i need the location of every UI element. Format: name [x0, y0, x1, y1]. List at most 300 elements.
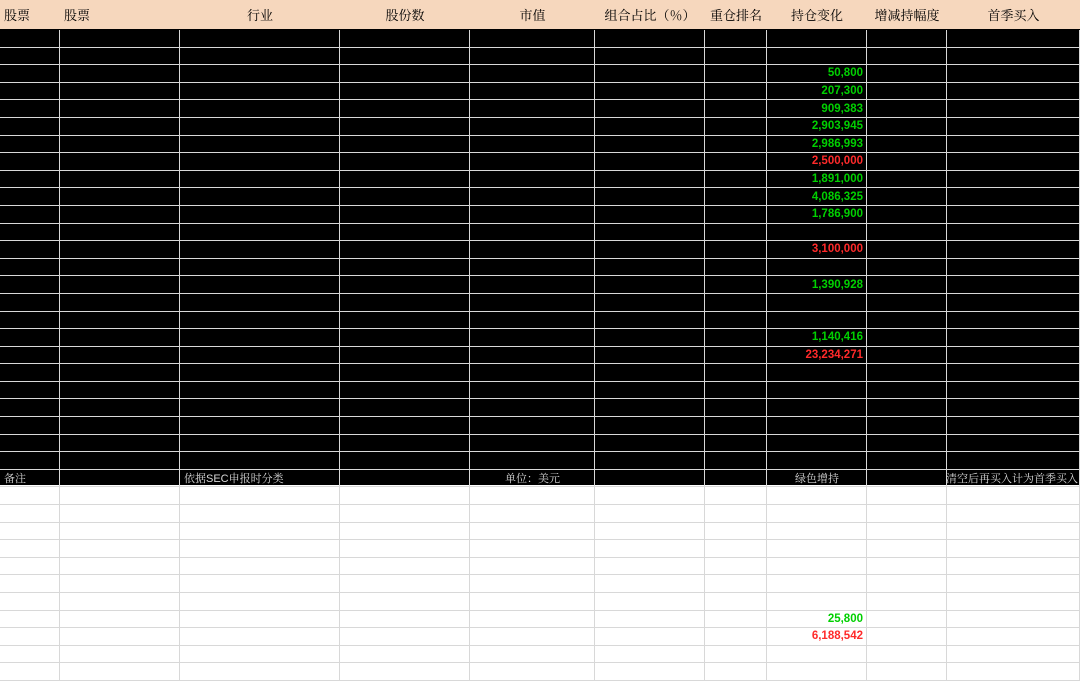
table-cell[interactable] — [867, 259, 947, 276]
table-cell[interactable] — [0, 435, 60, 452]
table-cell[interactable] — [60, 171, 180, 188]
table-cell[interactable] — [705, 118, 767, 135]
table-cell[interactable] — [60, 188, 180, 205]
table-cell[interactable] — [0, 259, 60, 276]
table-cell[interactable] — [60, 136, 180, 153]
position-change-cell[interactable]: 2,903,945 — [767, 118, 867, 135]
table-row[interactable] — [0, 312, 1080, 330]
table-cell[interactable] — [595, 259, 705, 276]
table-cell[interactable] — [0, 171, 60, 188]
table-cell[interactable] — [340, 417, 470, 434]
table-cell[interactable] — [60, 611, 180, 628]
table-cell[interactable] — [595, 435, 705, 452]
table-cell[interactable] — [60, 399, 180, 416]
table-cell[interactable] — [947, 65, 1080, 82]
table-cell[interactable] — [947, 294, 1080, 311]
column-header-portfolio-weight[interactable] — [595, 0, 705, 29]
table-cell[interactable] — [340, 259, 470, 276]
table-cell[interactable] — [180, 487, 340, 504]
table-row[interactable] — [0, 523, 1080, 541]
table-cell[interactable] — [867, 470, 947, 487]
table-cell[interactable] — [0, 646, 60, 663]
table-cell[interactable] — [867, 294, 947, 311]
table-cell[interactable] — [0, 347, 60, 364]
table-row[interactable] — [0, 100, 1080, 118]
table-cell[interactable] — [340, 100, 470, 117]
table-cell[interactable] — [180, 417, 340, 434]
table-cell[interactable] — [867, 364, 947, 381]
table-cell[interactable] — [767, 470, 867, 487]
table-cell[interactable] — [867, 399, 947, 416]
table-cell[interactable] — [340, 399, 470, 416]
table-cell[interactable] — [340, 628, 470, 645]
table-cell[interactable] — [947, 171, 1080, 188]
table-cell[interactable] — [767, 452, 867, 469]
table-cell[interactable] — [595, 312, 705, 329]
table-cell[interactable] — [340, 347, 470, 364]
table-cell[interactable] — [180, 364, 340, 381]
table-cell[interactable] — [705, 83, 767, 100]
position-change-cell[interactable]: 1,891,000 — [767, 171, 867, 188]
table-cell[interactable] — [595, 30, 705, 47]
table-cell[interactable] — [0, 558, 60, 575]
table-cell[interactable] — [947, 382, 1080, 399]
table-cell[interactable] — [595, 188, 705, 205]
table-cell[interactable] — [705, 505, 767, 522]
table-cell[interactable] — [705, 452, 767, 469]
table-cell[interactable] — [60, 487, 180, 504]
table-cell[interactable] — [767, 575, 867, 592]
table-cell[interactable] — [947, 646, 1080, 663]
table-cell[interactable] — [867, 540, 947, 557]
table-cell[interactable] — [947, 259, 1080, 276]
table-cell[interactable] — [470, 118, 595, 135]
table-row[interactable] — [0, 540, 1080, 558]
table-cell[interactable] — [705, 224, 767, 241]
position-change-cell[interactable]: 4,086,325 — [767, 188, 867, 205]
table-cell[interactable] — [340, 452, 470, 469]
table-cell[interactable] — [340, 206, 470, 223]
table-cell[interactable] — [470, 259, 595, 276]
table-cell[interactable] — [595, 206, 705, 223]
table-cell[interactable] — [470, 628, 595, 645]
table-cell[interactable] — [947, 100, 1080, 117]
table-cell[interactable] — [60, 575, 180, 592]
table-cell[interactable] — [0, 382, 60, 399]
table-cell[interactable] — [595, 118, 705, 135]
table-cell[interactable] — [180, 30, 340, 47]
table-cell[interactable] — [595, 505, 705, 522]
table-cell[interactable] — [340, 48, 470, 65]
table-cell[interactable] — [947, 188, 1080, 205]
table-cell[interactable] — [767, 663, 867, 680]
table-row[interactable] — [0, 628, 1080, 646]
position-change-cell[interactable]: 25,800 — [767, 611, 867, 628]
table-cell[interactable] — [470, 611, 595, 628]
column-header-holding-rank[interactable] — [705, 0, 767, 29]
table-cell[interactable] — [767, 259, 867, 276]
table-cell[interactable] — [470, 347, 595, 364]
table-cell[interactable] — [767, 417, 867, 434]
column-header-market-value[interactable] — [470, 0, 595, 29]
table-cell[interactable] — [340, 663, 470, 680]
table-cell[interactable] — [340, 136, 470, 153]
table-cell[interactable] — [867, 312, 947, 329]
table-cell[interactable] — [470, 30, 595, 47]
table-cell[interactable] — [60, 294, 180, 311]
position-change-cell[interactable]: 6,188,542 — [767, 628, 867, 645]
table-cell[interactable] — [60, 329, 180, 346]
table-cell[interactable] — [867, 452, 947, 469]
table-cell[interactable] — [595, 100, 705, 117]
table-cell[interactable] — [340, 558, 470, 575]
table-row[interactable] — [0, 364, 1080, 382]
table-cell[interactable] — [0, 224, 60, 241]
table-cell[interactable] — [60, 435, 180, 452]
table-cell[interactable] — [705, 364, 767, 381]
table-cell[interactable] — [947, 276, 1080, 293]
table-cell[interactable] — [767, 224, 867, 241]
table-cell[interactable] — [767, 593, 867, 610]
table-cell[interactable] — [470, 329, 595, 346]
table-cell[interactable] — [767, 312, 867, 329]
table-cell[interactable] — [340, 118, 470, 135]
table-cell[interactable] — [867, 382, 947, 399]
table-cell[interactable] — [867, 100, 947, 117]
table-cell[interactable] — [867, 276, 947, 293]
table-cell[interactable] — [470, 487, 595, 504]
table-cell[interactable] — [767, 558, 867, 575]
table-cell[interactable] — [60, 540, 180, 557]
position-change-cell[interactable]: 909,383 — [767, 100, 867, 117]
column-header-stock-name[interactable] — [60, 0, 180, 29]
table-cell[interactable] — [947, 628, 1080, 645]
table-cell[interactable] — [180, 83, 340, 100]
table-cell[interactable] — [180, 188, 340, 205]
table-cell[interactable] — [867, 118, 947, 135]
table-cell[interactable] — [60, 153, 180, 170]
table-cell[interactable] — [867, 206, 947, 223]
table-cell[interactable] — [470, 558, 595, 575]
table-cell[interactable] — [180, 470, 340, 487]
table-cell[interactable] — [470, 171, 595, 188]
table-cell[interactable] — [595, 294, 705, 311]
table-cell[interactable] — [470, 540, 595, 557]
table-row[interactable] — [0, 259, 1080, 277]
table-cell[interactable] — [595, 329, 705, 346]
table-cell[interactable] — [0, 329, 60, 346]
table-cell[interactable] — [470, 382, 595, 399]
table-cell[interactable] — [867, 523, 947, 540]
table-cell[interactable] — [705, 171, 767, 188]
table-row[interactable] — [0, 382, 1080, 400]
table-cell[interactable] — [867, 188, 947, 205]
position-change-cell[interactable]: 3,100,000 — [767, 241, 867, 258]
table-cell[interactable] — [180, 399, 340, 416]
table-cell[interactable] — [180, 611, 340, 628]
table-cell[interactable] — [340, 611, 470, 628]
table-cell[interactable] — [595, 417, 705, 434]
table-cell[interactable] — [947, 435, 1080, 452]
table-cell[interactable] — [867, 153, 947, 170]
table-cell[interactable] — [180, 136, 340, 153]
table-cell[interactable] — [0, 663, 60, 680]
table-cell[interactable] — [867, 505, 947, 522]
position-change-cell[interactable]: 1,786,900 — [767, 206, 867, 223]
table-cell[interactable] — [180, 382, 340, 399]
table-cell[interactable] — [0, 593, 60, 610]
table-cell[interactable] — [0, 611, 60, 628]
table-cell[interactable] — [180, 646, 340, 663]
table-cell[interactable] — [60, 65, 180, 82]
table-cell[interactable] — [180, 558, 340, 575]
table-cell[interactable] — [180, 118, 340, 135]
table-cell[interactable] — [470, 312, 595, 329]
table-cell[interactable] — [60, 663, 180, 680]
table-row[interactable] — [0, 452, 1080, 470]
table-cell[interactable] — [470, 65, 595, 82]
table-cell[interactable] — [705, 593, 767, 610]
table-cell[interactable] — [0, 523, 60, 540]
table-cell[interactable] — [180, 153, 340, 170]
table-cell[interactable] — [470, 417, 595, 434]
table-cell[interactable] — [60, 312, 180, 329]
table-cell[interactable] — [595, 171, 705, 188]
table-row[interactable] — [0, 224, 1080, 242]
table-cell[interactable] — [705, 417, 767, 434]
table-cell[interactable] — [595, 558, 705, 575]
table-cell[interactable] — [705, 487, 767, 504]
table-cell[interactable] — [340, 153, 470, 170]
table-cell[interactable] — [767, 382, 867, 399]
table-cell[interactable] — [867, 224, 947, 241]
table-cell[interactable] — [180, 224, 340, 241]
table-cell[interactable] — [595, 593, 705, 610]
table-cell[interactable] — [180, 663, 340, 680]
table-cell[interactable] — [705, 294, 767, 311]
table-cell[interactable] — [180, 540, 340, 557]
table-cell[interactable] — [180, 276, 340, 293]
table-row[interactable] — [0, 487, 1080, 505]
table-cell[interactable] — [340, 382, 470, 399]
table-cell[interactable] — [867, 329, 947, 346]
table-cell[interactable] — [867, 241, 947, 258]
table-cell[interactable] — [0, 294, 60, 311]
table-cell[interactable] — [595, 646, 705, 663]
table-cell[interactable] — [0, 241, 60, 258]
table-cell[interactable] — [767, 399, 867, 416]
position-change-cell[interactable]: 2,500,000 — [767, 153, 867, 170]
table-row[interactable] — [0, 646, 1080, 664]
table-cell[interactable] — [470, 470, 595, 487]
table-cell[interactable] — [0, 540, 60, 557]
table-cell[interactable] — [705, 65, 767, 82]
table-cell[interactable] — [60, 646, 180, 663]
table-cell[interactable] — [0, 417, 60, 434]
table-cell[interactable] — [767, 487, 867, 504]
table-cell[interactable] — [595, 611, 705, 628]
table-cell[interactable] — [767, 435, 867, 452]
table-cell[interactable] — [340, 294, 470, 311]
table-cell[interactable] — [947, 83, 1080, 100]
position-change-cell[interactable]: 1,390,928 — [767, 276, 867, 293]
table-row[interactable] — [0, 206, 1080, 224]
table-cell[interactable] — [60, 523, 180, 540]
table-cell[interactable] — [60, 118, 180, 135]
table-cell[interactable] — [0, 399, 60, 416]
table-cell[interactable] — [705, 347, 767, 364]
table-cell[interactable] — [60, 206, 180, 223]
table-cell[interactable] — [470, 505, 595, 522]
table-cell[interactable] — [340, 646, 470, 663]
table-cell[interactable] — [470, 136, 595, 153]
table-cell[interactable] — [340, 487, 470, 504]
table-cell[interactable] — [705, 188, 767, 205]
table-cell[interactable] — [705, 241, 767, 258]
table-cell[interactable] — [60, 364, 180, 381]
table-row[interactable] — [0, 417, 1080, 435]
table-cell[interactable] — [0, 505, 60, 522]
table-cell[interactable] — [867, 646, 947, 663]
table-row[interactable] — [0, 347, 1080, 365]
table-cell[interactable] — [947, 417, 1080, 434]
table-cell[interactable] — [767, 505, 867, 522]
table-cell[interactable] — [0, 364, 60, 381]
table-cell[interactable] — [705, 575, 767, 592]
table-cell[interactable] — [340, 364, 470, 381]
table-cell[interactable] — [705, 153, 767, 170]
table-cell[interactable] — [947, 48, 1080, 65]
table-cell[interactable] — [180, 505, 340, 522]
table-cell[interactable] — [947, 663, 1080, 680]
table-cell[interactable] — [180, 593, 340, 610]
table-cell[interactable] — [705, 276, 767, 293]
table-cell[interactable] — [767, 364, 867, 381]
table-cell[interactable] — [60, 628, 180, 645]
table-cell[interactable] — [180, 312, 340, 329]
table-row[interactable] — [0, 399, 1080, 417]
table-cell[interactable] — [180, 241, 340, 258]
table-row[interactable] — [0, 558, 1080, 576]
position-change-cell[interactable]: 50,800 — [767, 65, 867, 82]
table-cell[interactable] — [867, 663, 947, 680]
table-row[interactable] — [0, 276, 1080, 294]
table-cell[interactable] — [947, 575, 1080, 592]
table-cell[interactable] — [595, 470, 705, 487]
table-cell[interactable] — [867, 628, 947, 645]
table-cell[interactable] — [470, 364, 595, 381]
table-cell[interactable] — [340, 435, 470, 452]
column-header-shares[interactable] — [340, 0, 470, 29]
table-cell[interactable] — [595, 48, 705, 65]
position-change-cell[interactable]: 1,140,416 — [767, 329, 867, 346]
table-cell[interactable] — [180, 294, 340, 311]
table-cell[interactable] — [60, 83, 180, 100]
table-cell[interactable] — [180, 65, 340, 82]
table-cell[interactable] — [947, 505, 1080, 522]
table-cell[interactable] — [947, 540, 1080, 557]
table-cell[interactable] — [947, 470, 1080, 487]
table-cell[interactable] — [340, 83, 470, 100]
table-cell[interactable] — [0, 206, 60, 223]
table-cell[interactable] — [867, 487, 947, 504]
table-cell[interactable] — [867, 611, 947, 628]
table-cell[interactable] — [0, 48, 60, 65]
table-cell[interactable] — [60, 276, 180, 293]
table-cell[interactable] — [180, 523, 340, 540]
table-cell[interactable] — [470, 435, 595, 452]
table-cell[interactable] — [595, 65, 705, 82]
table-cell[interactable] — [947, 399, 1080, 416]
table-cell[interactable] — [947, 136, 1080, 153]
table-row[interactable] — [0, 118, 1080, 136]
position-change-cell[interactable]: 207,300 — [767, 83, 867, 100]
table-cell[interactable] — [340, 30, 470, 47]
table-cell[interactable] — [60, 452, 180, 469]
table-cell[interactable] — [180, 575, 340, 592]
table-cell[interactable] — [947, 206, 1080, 223]
table-cell[interactable] — [340, 188, 470, 205]
table-cell[interactable] — [705, 259, 767, 276]
table-cell[interactable] — [595, 523, 705, 540]
table-cell[interactable] — [867, 83, 947, 100]
table-row[interactable] — [0, 241, 1080, 259]
table-cell[interactable] — [867, 347, 947, 364]
table-cell[interactable] — [470, 523, 595, 540]
table-cell[interactable] — [595, 224, 705, 241]
table-cell[interactable] — [595, 382, 705, 399]
table-cell[interactable] — [180, 48, 340, 65]
table-cell[interactable] — [705, 611, 767, 628]
table-cell[interactable] — [705, 48, 767, 65]
table-row[interactable] — [0, 329, 1080, 347]
column-header-change-pct[interactable] — [867, 0, 947, 29]
table-cell[interactable] — [867, 30, 947, 47]
table-cell[interactable] — [947, 153, 1080, 170]
table-cell[interactable] — [947, 558, 1080, 575]
table-cell[interactable] — [60, 259, 180, 276]
table-row[interactable] — [0, 470, 1080, 488]
table-cell[interactable] — [0, 153, 60, 170]
table-cell[interactable] — [767, 48, 867, 65]
table-cell[interactable] — [947, 118, 1080, 135]
table-cell[interactable] — [340, 312, 470, 329]
table-cell[interactable] — [340, 593, 470, 610]
table-cell[interactable] — [470, 593, 595, 610]
table-cell[interactable] — [60, 417, 180, 434]
table-cell[interactable] — [180, 347, 340, 364]
table-cell[interactable] — [60, 347, 180, 364]
table-cell[interactable] — [0, 575, 60, 592]
table-cell[interactable] — [340, 540, 470, 557]
table-cell[interactable] — [470, 100, 595, 117]
table-cell[interactable] — [867, 558, 947, 575]
table-cell[interactable] — [705, 100, 767, 117]
table-row[interactable] — [0, 153, 1080, 171]
table-cell[interactable] — [180, 259, 340, 276]
table-cell[interactable] — [705, 628, 767, 645]
table-cell[interactable] — [60, 224, 180, 241]
table-cell[interactable] — [947, 30, 1080, 47]
table-cell[interactable] — [0, 65, 60, 82]
table-cell[interactable] — [0, 188, 60, 205]
table-cell[interactable] — [0, 470, 60, 487]
table-cell[interactable] — [867, 435, 947, 452]
table-cell[interactable] — [947, 329, 1080, 346]
table-cell[interactable] — [340, 276, 470, 293]
table-row[interactable] — [0, 663, 1080, 681]
table-cell[interactable] — [470, 224, 595, 241]
